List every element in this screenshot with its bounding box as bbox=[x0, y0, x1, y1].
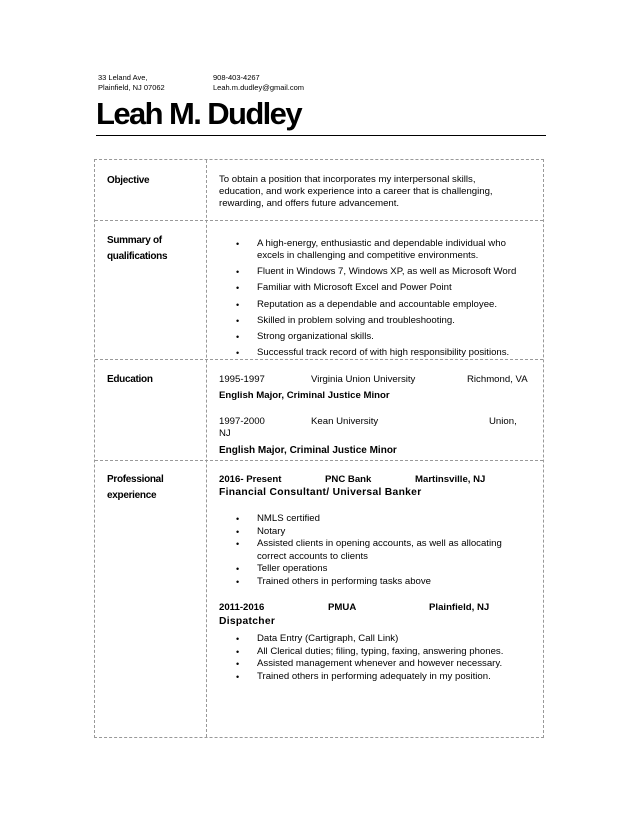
list-item: • Successful track record of with high responsibility positions. bbox=[219, 347, 531, 359]
contact-block bbox=[213, 73, 304, 93]
row-divider bbox=[95, 460, 543, 461]
education-degree: English Major, Criminal Justice Minor bbox=[219, 390, 390, 401]
job-location: Plainfield, NJ bbox=[429, 602, 490, 613]
education-years: 1995-1997 bbox=[219, 374, 265, 385]
education-school: Virginia Union University bbox=[311, 374, 416, 385]
candidate-name: Leah M. Dudley bbox=[96, 96, 301, 131]
education-school: Kean University bbox=[311, 416, 379, 427]
qualifications-label: Summary of qualifications bbox=[107, 235, 168, 262]
qualifications-content bbox=[219, 238, 531, 363]
list-item: • Data Entry (Cartigraph, Call Link) bbox=[219, 633, 531, 646]
list-item: • Teller operations bbox=[219, 563, 531, 576]
job-dates: 2011-2016 bbox=[219, 602, 265, 613]
list-item: • Assisted management whenever and however necessary. bbox=[219, 658, 531, 671]
objective-line: rewarding, and offers future advancement. bbox=[219, 198, 400, 209]
list-item: • Fluent in Windows 7, Windows XP, as well as Microsoft Word bbox=[219, 266, 531, 278]
objective-line: To obtain a position that incorporates my interpersonal skills, bbox=[219, 174, 476, 185]
job-title: Dispatcher bbox=[219, 616, 276, 627]
education-location: Union, bbox=[489, 416, 517, 427]
list-item: • Trained others in performing tasks above bbox=[219, 576, 531, 589]
list-item: • NMLS certified bbox=[219, 513, 531, 526]
objective-label: Objective bbox=[107, 175, 150, 186]
objective-text bbox=[219, 174, 531, 210]
row-divider bbox=[95, 220, 543, 221]
education-degree: English Major, Criminal Justice Minor bbox=[219, 445, 397, 456]
phone-number: 908-403-4267 bbox=[213, 73, 260, 82]
education-location-cont: NJ bbox=[219, 428, 231, 439]
list-item: • Notary bbox=[219, 526, 531, 539]
education-label: Education bbox=[107, 374, 153, 385]
job-duties bbox=[219, 633, 531, 683]
address-block bbox=[98, 73, 165, 93]
job-location: Martinsville, NJ bbox=[415, 474, 486, 485]
experience-label: Professional experience bbox=[107, 474, 164, 501]
list-item: • Familiar with Microsoft Excel and Power Point bbox=[219, 282, 531, 294]
list-item: • Strong organizational skills. bbox=[219, 331, 531, 343]
education-years: 1997-2000 bbox=[219, 416, 265, 427]
objective-line: education, and work experience into a career that is challenging, bbox=[219, 186, 493, 197]
header-divider bbox=[96, 135, 546, 136]
education-content bbox=[219, 374, 531, 458]
job-dates: 2016- Present bbox=[219, 474, 282, 485]
column-divider bbox=[206, 160, 207, 737]
list-item: • All Clerical duties; filing, typing, faxing, answering phones. bbox=[219, 646, 531, 659]
address-line-2: Plainfield, NJ 07062 bbox=[98, 83, 165, 92]
job-title: Financial Consultant/ Universal Banker bbox=[219, 487, 422, 498]
list-item: • Trained others in performing adequately in my position. bbox=[219, 671, 531, 684]
education-location: Richmond, VA bbox=[467, 374, 528, 385]
list-item: • A high-energy, enthusiastic and dependable individual who excels in challenging and competitive environments. bbox=[219, 238, 531, 262]
list-item: • Skilled in problem solving and troubleshooting. bbox=[219, 315, 531, 327]
list-item: • Assisted clients in opening accounts, as well as allocating correct accounts to clients bbox=[219, 538, 531, 563]
job-employer: PNC Bank bbox=[325, 474, 372, 485]
job-employer: PMUA bbox=[328, 602, 357, 613]
list-item: • Reputation as a dependable and accountable employee. bbox=[219, 299, 531, 311]
experience-content bbox=[219, 474, 531, 734]
address-line-1: 33 Leland Ave, bbox=[98, 73, 148, 82]
qualifications-list bbox=[219, 238, 531, 359]
email-address: Leah.m.dudley@gmail.com bbox=[213, 83, 304, 92]
job-duties bbox=[219, 513, 531, 588]
resume-table bbox=[94, 159, 544, 738]
